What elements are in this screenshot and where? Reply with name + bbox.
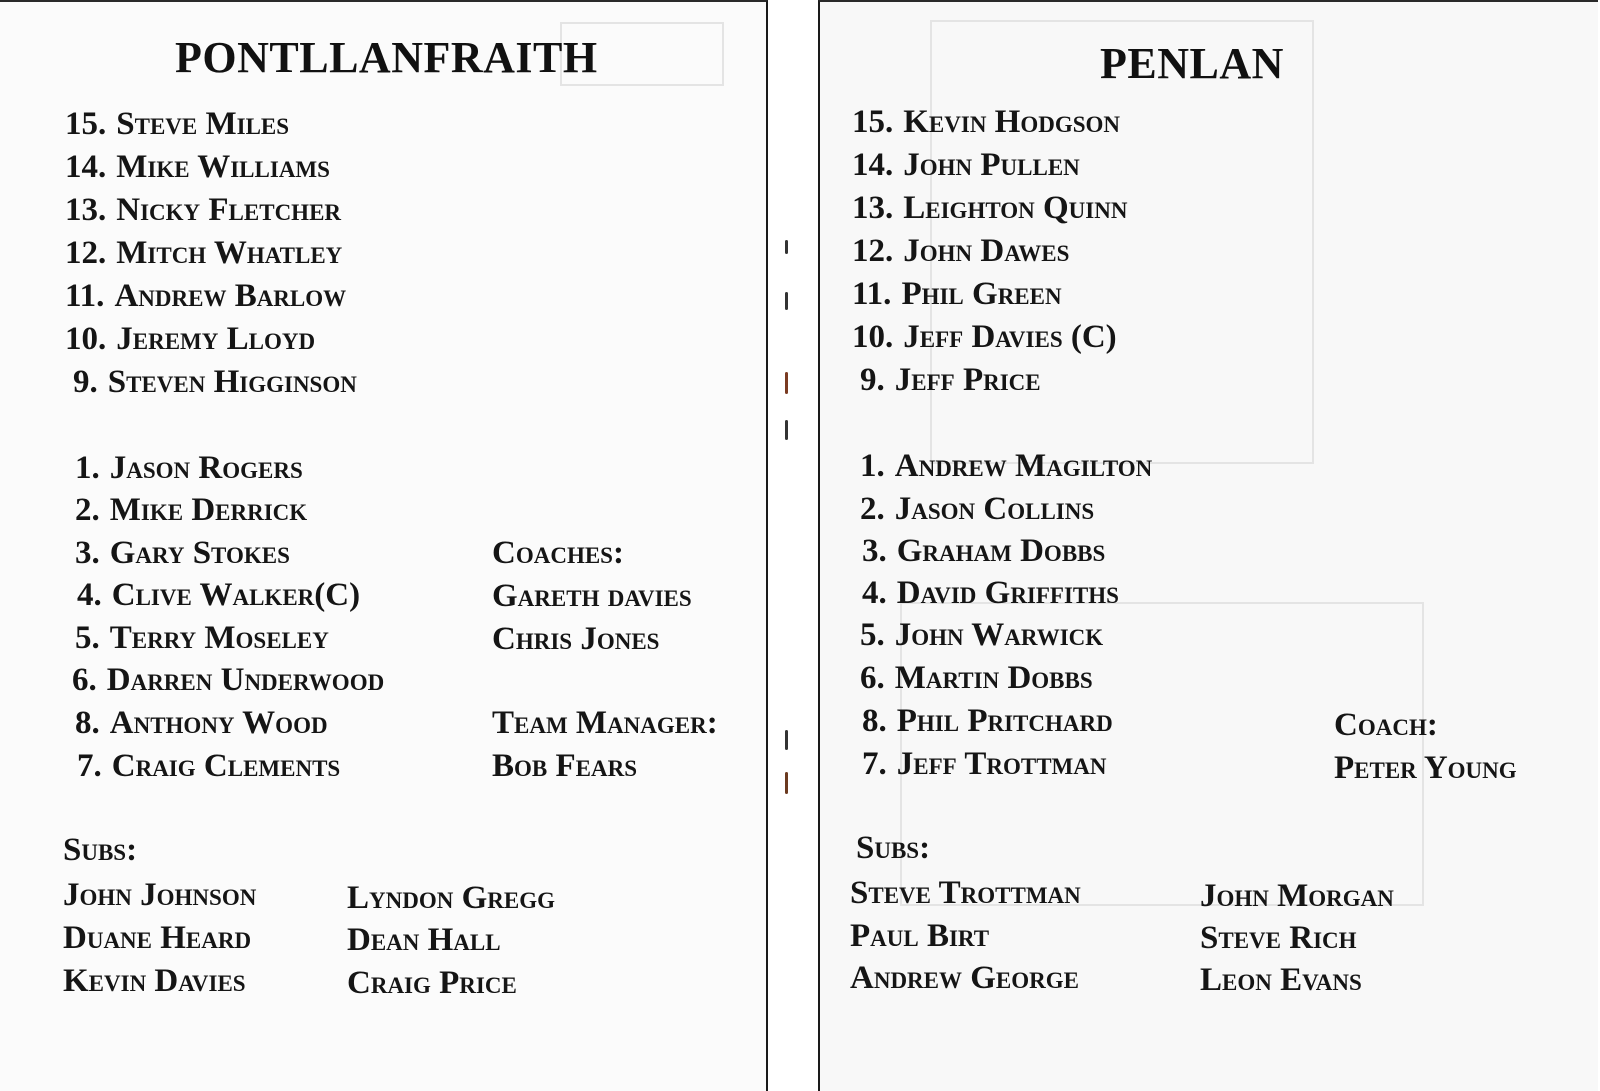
team-title-left: PONTLLANFRAITH (175, 33, 598, 82)
coach-name-right: Peter Young (1334, 750, 1517, 786)
player-right-5: 5. John Warwick (860, 617, 1104, 653)
player-left-3: 3. Gary Stokes (75, 535, 290, 571)
sub-right-2: John Morgan (1200, 878, 1394, 914)
sub-left-5: Kevin Davies (63, 963, 246, 999)
player-right-14: 14. John Pullen (852, 147, 1080, 183)
player-left-9: 9. Steven Higginson (73, 364, 357, 400)
player-left-12: 12. Mitch Whatley (65, 235, 343, 271)
player-left-11: 11. Andrew Barlow (65, 278, 347, 314)
player-left-7: 7. Craig Clements (77, 748, 341, 784)
coach-name-2: Chris Jones (492, 621, 660, 657)
coaches-label: Coaches: (492, 535, 624, 571)
sub-left-2: Lyndon Gregg (347, 880, 555, 916)
sub-right-6: Leon Evans (1200, 962, 1362, 998)
player-right-2: 2. Jason Collins (860, 491, 1095, 527)
player-right-9: 9. Jeff Price (860, 362, 1041, 398)
staple-mark (785, 292, 788, 310)
sub-left-6: Craig Price (347, 965, 517, 1001)
player-right-13: 13. Leighton Quinn (852, 190, 1128, 226)
sub-left-3: Duane Heard (63, 920, 252, 956)
staple-mark (785, 730, 788, 750)
player-left-10: 10. Jeremy Lloyd (65, 321, 316, 357)
sub-right-1: Steve Trottman (850, 875, 1081, 911)
player-left-15: 15. Steve Miles (65, 106, 290, 142)
player-left-6: 6. Darren Underwood (72, 662, 385, 698)
player-left-8: 8. Anthony Wood (75, 705, 328, 741)
pontllanfraith-panel (0, 0, 768, 1091)
player-right-10: 10. Jeff Davies (C) (852, 319, 1117, 355)
coach-label-right: Coach: (1334, 707, 1438, 743)
sub-left-1: John Johnson (63, 877, 257, 913)
sub-right-3: Paul Birt (850, 918, 990, 954)
player-left-14: 14. Mike Williams (65, 149, 330, 185)
player-right-12: 12. John Dawes (852, 233, 1070, 269)
sub-left-4: Dean Hall (347, 922, 501, 958)
sub-right-4: Steve Rich (1200, 920, 1357, 956)
staple-mark (785, 420, 788, 440)
staple-mark (785, 772, 788, 794)
player-left-1: 1. Jason Rogers (75, 450, 303, 486)
player-right-4: 4. David Griffiths (862, 575, 1119, 611)
coach-name-1: Gareth davies (492, 578, 692, 614)
player-left-5: 5. Terry Moseley (75, 620, 329, 656)
player-left-4: 4. Clive Walker(C) (77, 577, 361, 613)
player-right-1: 1. Andrew Magilton (860, 448, 1153, 484)
player-left-13: 13. Nicky Fletcher (65, 192, 342, 228)
staple-mark (785, 372, 788, 394)
sub-right-5: Andrew George (850, 960, 1079, 996)
team-manager-label: Team Manager: (492, 705, 718, 741)
penlan-panel (818, 0, 1598, 1091)
player-right-15: 15. Kevin Hodgson (852, 104, 1121, 140)
player-right-6: 6. Martin Dobbs (860, 660, 1093, 696)
team-title-right: PENLAN (1100, 39, 1284, 88)
page-fold (768, 0, 818, 1089)
subs-label-right: Subs: (856, 830, 931, 866)
staple-mark (785, 240, 788, 254)
player-right-3: 3. Graham Dobbs (862, 533, 1106, 569)
player-right-7: 7. Jeff Trottman (862, 746, 1107, 782)
team-manager-name: Bob Fears (492, 748, 638, 784)
player-right-8: 8. Phil Pritchard (862, 703, 1113, 739)
subs-label-left: Subs: (63, 832, 138, 868)
player-right-11: 11. Phil Green (852, 276, 1062, 312)
player-left-2: 2. Mike Derrick (75, 492, 308, 528)
